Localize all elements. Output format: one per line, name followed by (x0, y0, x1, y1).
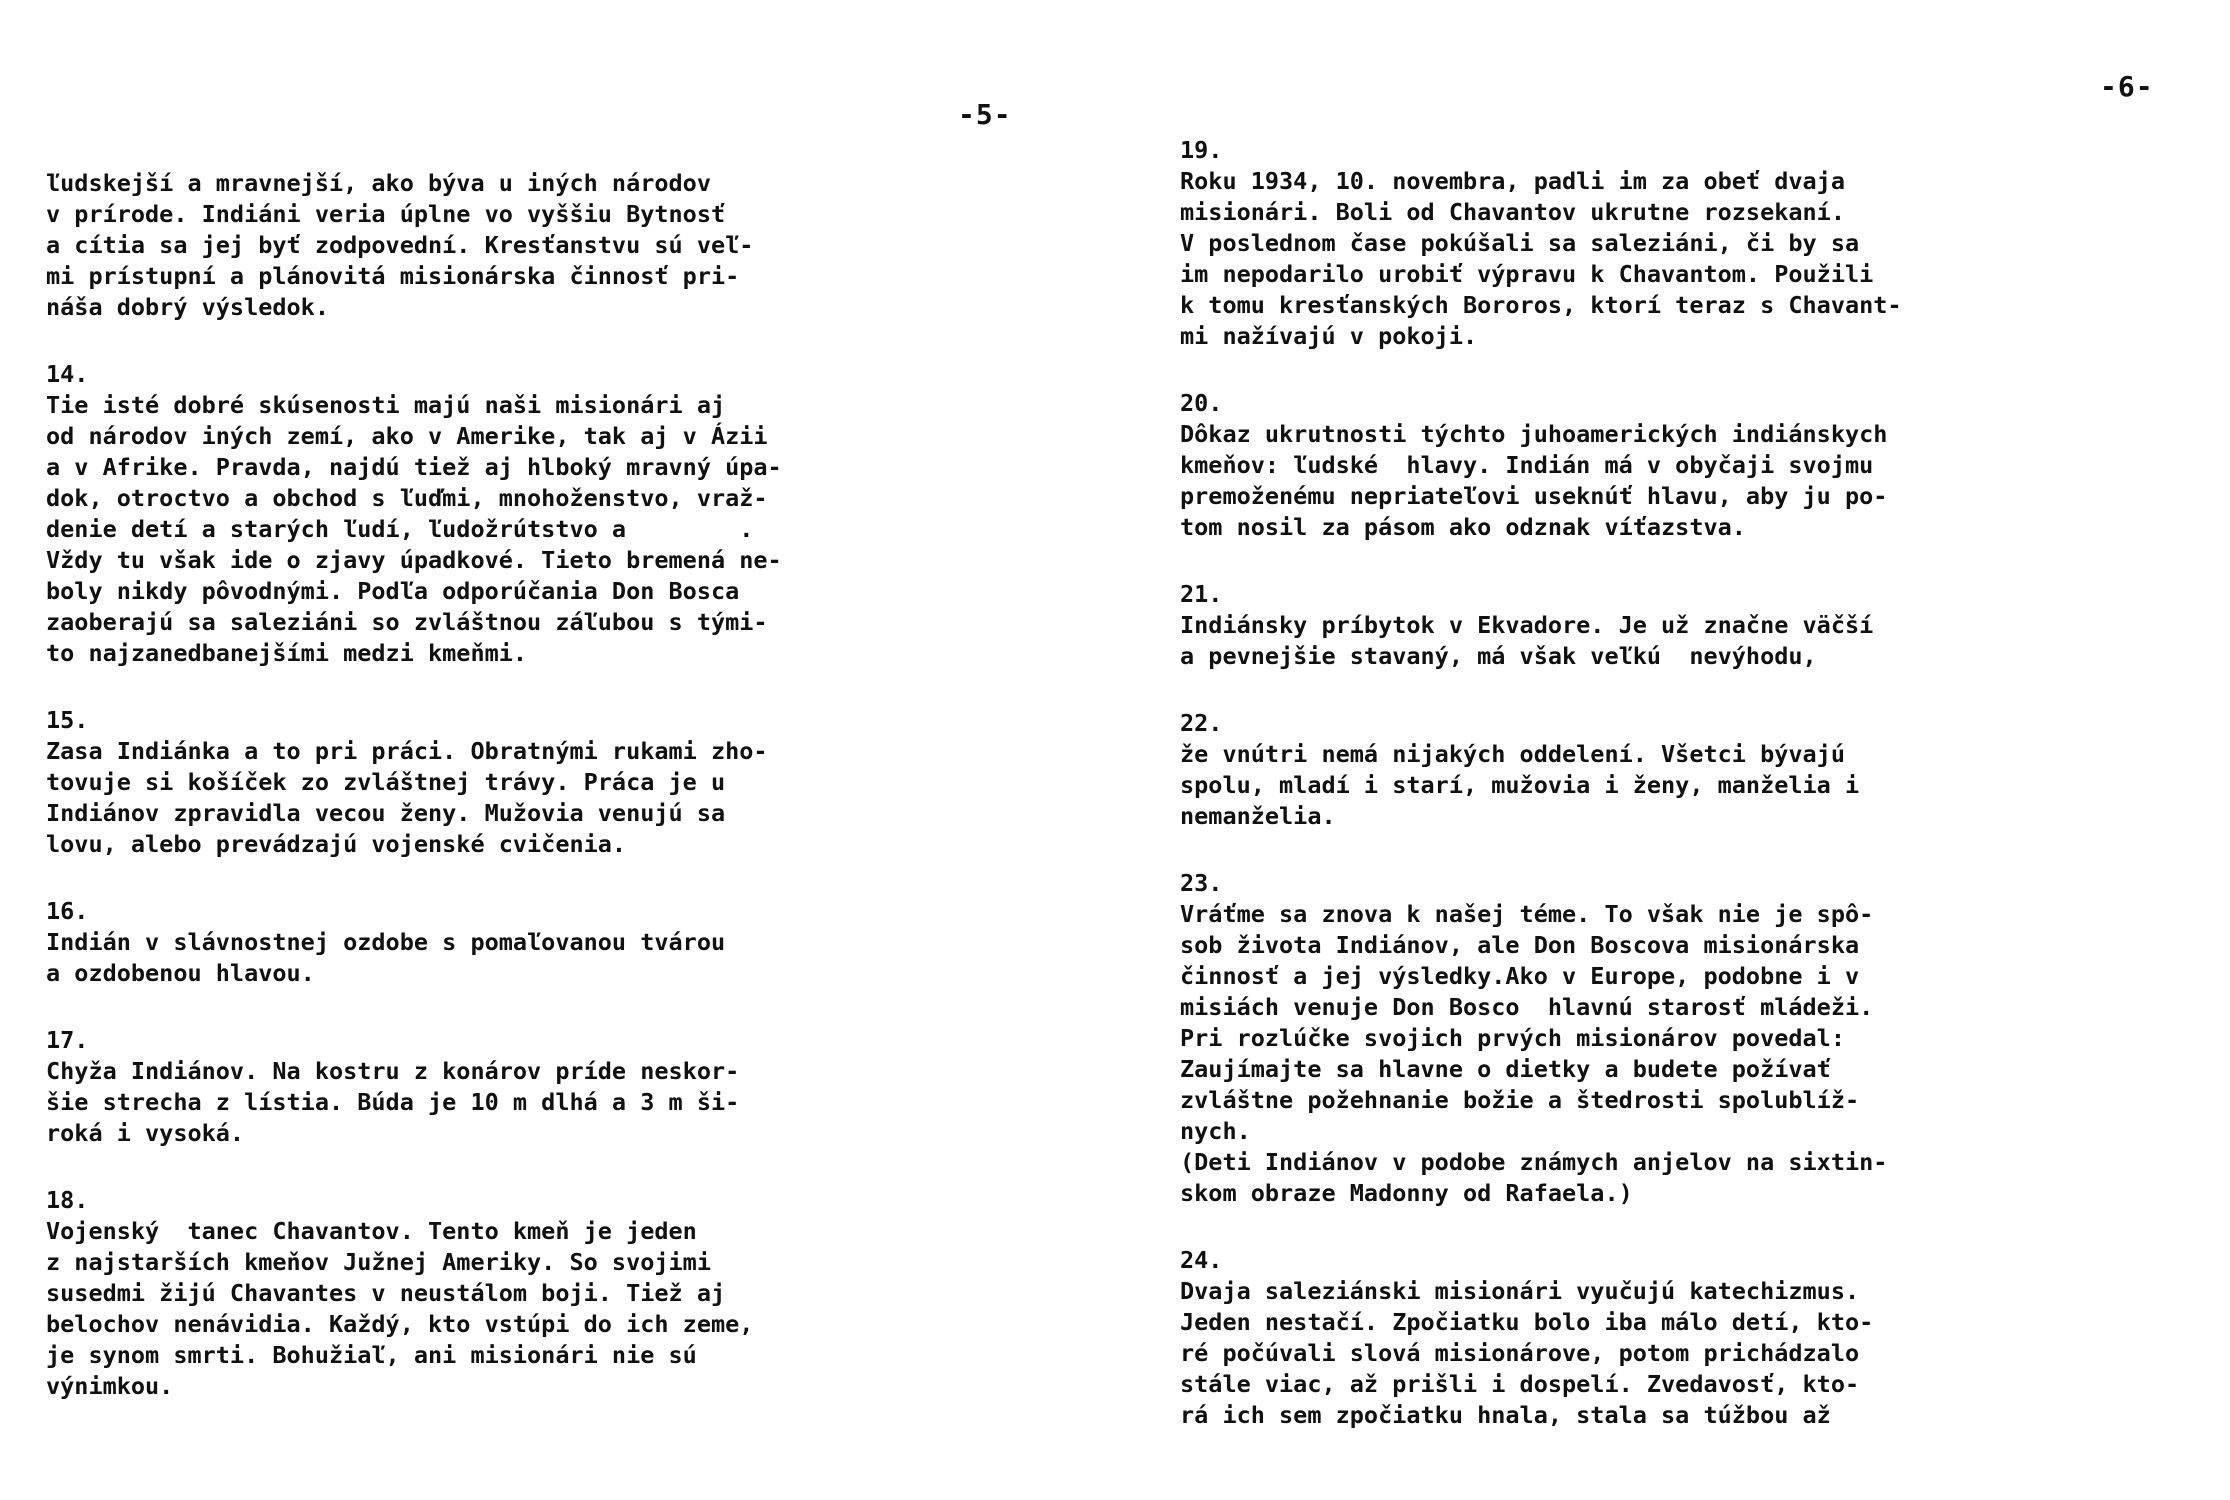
text-line: výnimkou. (46, 1372, 174, 1400)
text-line: belochov nenávidia. Každý, kto vstúpi do ich zeme, (46, 1310, 754, 1338)
text-line: Indián v slávnostnej ozdobe s pomaľovanou tvárou (46, 928, 726, 956)
text-line: Zaujímajte sa hlavne o dietky a budete požívať (1180, 1055, 1831, 1083)
text-line: činnosť a jej výsledky.Ako v Europe, podobne i v (1180, 962, 1860, 990)
text-line: tom nosil za pásom ako odznak víťazstva. (1180, 513, 1746, 541)
text-line: nych. (1180, 1117, 1251, 1145)
text-line: premoženému nepriateľovi useknúť hlavu, aby ju po- (1180, 482, 1888, 510)
text-line: Tie isté dobré skúsenosti majú naši misionári aj (46, 391, 726, 419)
text-line: to najzanedbanejšími medzi kmeňmi. (46, 639, 528, 667)
right-text-column (1180, 135, 2225, 1467)
text-line: Pri rozlúčke svojich prvých misionárov povedal: (1180, 1024, 1845, 1052)
text-line: zaoberajú sa saleziáni so zvláštnou záľubou s tými- (46, 608, 768, 636)
text-line: a ozdobenou hlavou. (46, 959, 315, 987)
text-section-15 (46, 705, 1106, 860)
text-line: k tomu kresťanských Bororos, ktorí teraz s Chavant- (1180, 291, 1902, 319)
text-line: Dôkaz ukrutnosti týchto juhoamerických indiánskych (1180, 420, 1888, 448)
text-line: V poslednom čase pokúšali sa saleziáni, či by sa (1180, 229, 1860, 257)
text-section-16 (46, 896, 1106, 989)
text-line: Vráťme sa znova k našej téme. To však nie je spô- (1180, 900, 1874, 928)
text-line: Zasa Indiánka a to pri práci. Obratnými rukami zho- (46, 737, 768, 765)
text-section-21 (1180, 579, 2225, 672)
text-section-18 (46, 1185, 1106, 1402)
text-section-19 (1180, 135, 2225, 352)
section-number: 20. (1180, 389, 1223, 417)
text-line: náša dobrý výsledok. (46, 293, 329, 321)
text-line: Dvaja saleziánski misionári vyučujú katechizmus. (1180, 1277, 1860, 1305)
text-line: Vždy tu však ide o zjavy úpadkové. Tieto bremená ne- (46, 546, 782, 574)
text-line: od národov iných zemí, ako v Amerike, tak aj v Ázii (46, 422, 768, 450)
text-line: a pevnejšie stavaný, má však veľkú nevýhodu, (1180, 642, 1817, 670)
text-line: rá ich sem zpočiatku hnala, stala sa túžbou až (1180, 1401, 1831, 1429)
text-line: (Deti Indiánov v podobe známych anjelov na sixtin- (1180, 1148, 1888, 1176)
text-line: v prírode. Indiáni veria úplne vo vyššiu Bytnosť (46, 200, 726, 228)
section-number: 16. (46, 897, 89, 925)
text-line: dok, otroctvo a obchod s ľuďmi, mnohoženstvo, vraž- (46, 484, 768, 512)
text-section-23 (1180, 868, 2225, 1209)
text-line: spolu, mladí i starí, mužovia i ženy, manželia i (1180, 771, 1860, 799)
text-line: sob života Indiánov, ale Don Boscova misionárska (1180, 931, 1860, 959)
text-section-20 (1180, 388, 2225, 543)
section-number: 23. (1180, 869, 1223, 897)
text-line: Jeden nestačí. Zpočiatku bolo iba málo detí, kto- (1180, 1308, 1874, 1336)
text-section-continued (46, 168, 1106, 323)
section-number: 18. (46, 1186, 89, 1214)
left-text-column (46, 168, 1106, 1438)
section-number: 21. (1180, 580, 1223, 608)
text-line: Indiánsky príbytok v Ekvadore. Je už značne väčší (1180, 611, 1874, 639)
text-line: je synom smrti. Bohužiaľ, ani misionári nie sú (46, 1341, 697, 1369)
text-line: Chyža Indiánov. Na kostru z konárov príde neskor- (46, 1057, 740, 1085)
text-line: nemanželia. (1180, 802, 1336, 830)
text-line: ré počúvali slová misionárove, potom prichádzalo (1180, 1339, 1860, 1367)
text-line: lovu, alebo prevádzajú vojenské cvičenia. (46, 830, 627, 858)
text-line: Roku 1934, 10. novembra, padli im za obeť dvaja (1180, 167, 1845, 195)
section-number: 19. (1180, 136, 1223, 164)
text-section-14 (46, 359, 1106, 669)
text-line: skom obraze Madonny od Rafaela.) (1180, 1179, 1633, 1207)
left-page-number: -5- (958, 98, 1012, 131)
text-line: susedmi žijú Chavantes v neustálom boji. Tiež aj (46, 1279, 726, 1307)
text-line: zvláštne požehnanie božie a štedrosti spolublíž- (1180, 1086, 1860, 1114)
text-section-17 (46, 1025, 1106, 1149)
section-number: 22. (1180, 709, 1223, 737)
right-page-number: -6- (2100, 70, 2154, 103)
text-line: Vojenský tanec Chavantov. Tento kmeň je jeden (46, 1217, 697, 1245)
text-line: a v Afrike. Pravda, najdú tiež aj hlboký mravný úpa- (46, 453, 782, 481)
text-line: misionári. Boli od Chavantov ukrutne rozsekaní. (1180, 198, 1845, 226)
text-line: ľudskejší a mravnejší, ako býva u iných národov (46, 169, 711, 197)
text-line: šie strecha z lístia. Búda je 10 m dlhá a 3 m ši- (46, 1088, 740, 1116)
text-line: a cítia sa jej byť zodpovední. Kresťanstvu sú veľ- (46, 231, 754, 259)
text-line: z najstarších kmeňov Južnej Ameriky. So svojimi (46, 1248, 711, 1276)
text-line: roká i vysoká. (46, 1119, 245, 1147)
text-line: mi prístupní a plánovitá misionárska činnosť pri- (46, 262, 740, 290)
text-section-24 (1180, 1245, 2225, 1431)
section-number: 14. (46, 360, 89, 388)
text-line: stále viac, až prišli i dospelí. Zvedavosť, kto- (1180, 1370, 1860, 1398)
text-line: Indiánov zpravidla vecou ženy. Mužovia venujú sa (46, 799, 726, 827)
text-section-22 (1180, 708, 2225, 832)
text-line: misiách venuje Don Bosco hlavnú starosť mládeži. (1180, 993, 1874, 1021)
text-line: že vnútri nemá nijakých oddelení. Všetci bývajú (1180, 740, 1845, 768)
text-line: tovuje si košíček zo zvláštnej trávy. Práca je u (46, 768, 726, 796)
text-line: denie detí a starých ľudí, ľudožrútstvo a . (46, 515, 754, 543)
text-line: im nepodarilo urobiť výpravu k Chavantom. Použili (1180, 260, 1874, 288)
section-number: 15. (46, 706, 89, 734)
section-number: 17. (46, 1026, 89, 1054)
text-line: mi nažívajú v pokoji. (1180, 322, 1478, 350)
text-line: kmeňov: ľudské hlavy. Indián má v obyčaji svojmu (1180, 451, 1874, 479)
text-line: boly nikdy pôvodnými. Podľa odporúčania Don Bosca (46, 577, 740, 605)
right-page (1115, 0, 2230, 1500)
section-number: 24. (1180, 1246, 1223, 1274)
